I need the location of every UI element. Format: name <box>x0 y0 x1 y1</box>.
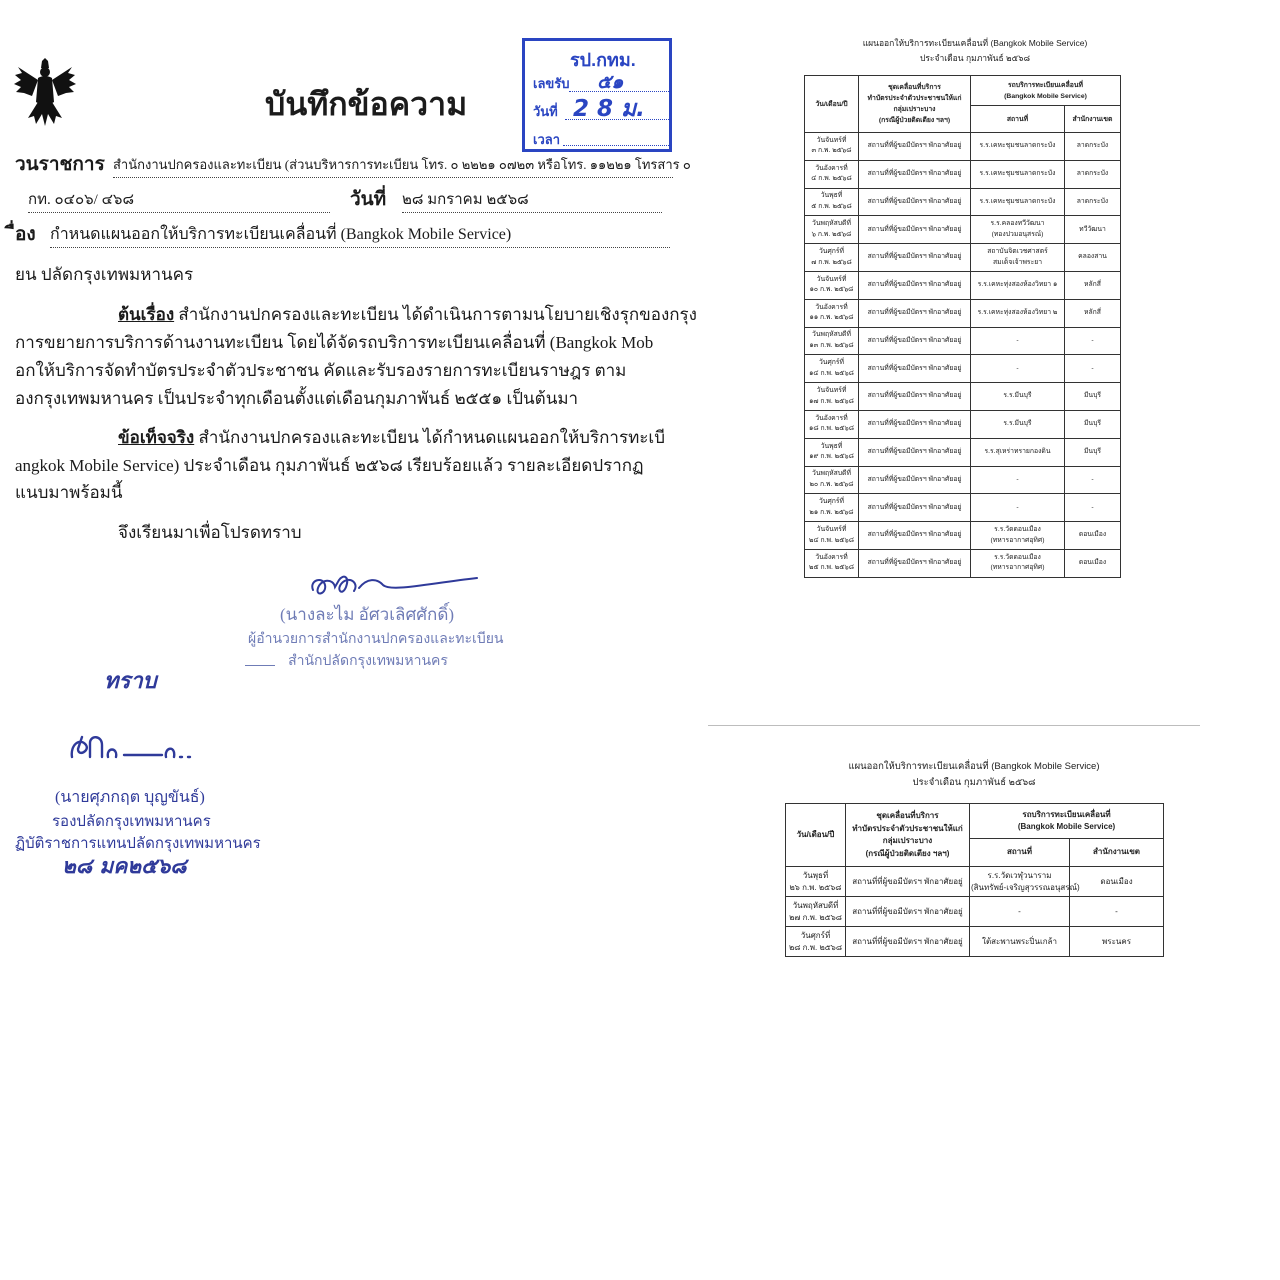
memo-document <box>0 0 697 900</box>
place-cell <box>971 271 1065 299</box>
date-value: ๒๔ ก.พ. ๒๕๖๘ <box>809 536 854 544</box>
mobile-unit-column-header <box>846 804 970 867</box>
page-divider <box>708 725 1200 726</box>
service-cell: สถานที่ที่ผู้ขอมีบัตรฯ พักอาศัยอยู่ <box>859 466 971 494</box>
district-cell: ลาดกระบัง <box>1065 133 1121 161</box>
place-cell <box>971 327 1065 355</box>
recipient-line: ยน ปลัดกรุงเทพมหานคร <box>15 265 194 284</box>
district-cell: - <box>1070 897 1164 927</box>
mobile-service-column-header <box>970 804 1164 839</box>
place-cell <box>970 927 1070 957</box>
place-cell <box>971 383 1065 411</box>
table-row <box>805 383 1121 411</box>
place-line: (ทองปวมอนุสรณ์) <box>991 230 1044 238</box>
date-column-header: วัน/เดือน/ปี <box>805 76 859 133</box>
table-row <box>805 244 1121 272</box>
date-value: ๑๔ ก.พ. ๒๕๖๘ <box>809 369 854 377</box>
district-column-header: สำนักงานเขต <box>1065 106 1121 133</box>
day-name: วันจันทร์ที่ <box>816 526 847 534</box>
table-row <box>805 438 1121 466</box>
date-cell <box>786 927 846 957</box>
place-cell <box>971 438 1065 466</box>
date-cell <box>805 188 859 216</box>
table-row <box>805 160 1121 188</box>
day-name: วันอังคารที่ <box>815 303 848 311</box>
place-cell <box>970 867 1080 897</box>
origin-heading: ต้นเรื่อง <box>118 305 175 324</box>
place-line: สมเด็จเจ้าพระยา <box>992 258 1043 266</box>
day-name: วันศุกร์ที่ <box>818 498 845 506</box>
place-cell <box>971 494 1065 522</box>
stamp-date-label: วันที่ <box>533 104 558 119</box>
schedule-table <box>804 75 1121 578</box>
district-cell: ดอนเมือง <box>1070 867 1164 897</box>
service-cell: สถานที่ที่ผู้ขอมีบัตรฯ พักอาศัยอยู่ <box>846 867 970 897</box>
place-cell <box>971 188 1065 216</box>
table-row <box>805 327 1121 355</box>
date-cell <box>805 410 859 438</box>
service-cell: สถานที่ที่ผู้ขอมีบัตรฯ พักอาศัยอยู่ <box>859 355 971 383</box>
service-cell: สถานที่ที่ผู้ขอมีบัตรฯ พักอาศัยอยู่ <box>859 327 971 355</box>
schedule-table <box>785 803 1164 957</box>
district-cell: - <box>1065 327 1121 355</box>
place-line: - <box>1016 475 1019 483</box>
district-column-header: สำนักงานเขต <box>1070 839 1164 867</box>
header-line: ทำบัตรประจำตัวประชาชนให้แก่ <box>852 823 963 833</box>
place-line: ร.ร.เคหะชุมชนลาดกระบัง <box>979 197 1056 205</box>
director-name: (นางละไม อัศวเลิศศักดิ์) <box>280 605 455 624</box>
date-value: ๒๖ ก.พ. ๒๕๖๘ <box>789 882 842 892</box>
table-row <box>805 299 1121 327</box>
date-cell <box>805 244 859 272</box>
day-name: วันพุธที่ <box>820 192 843 200</box>
place-line: ใต้สะพานพระปิ่นเกล้า <box>982 936 1057 946</box>
mobile-unit-column-header <box>859 76 971 133</box>
receipt-stamp <box>522 38 672 152</box>
schedule-title: แผนออกให้บริการทะเบียนเคลื่อนที่ (Bangkok Mobile Service) <box>862 38 1088 48</box>
acknowledged-note: ทราบ <box>104 669 157 694</box>
table-row <box>786 867 1164 897</box>
district-cell: คลองสาน <box>1065 244 1121 272</box>
origin-line: การขยายการบริการด้านงานทะเบียน โดยได้จัดรถบริการทะเบียนเคลื่อนที่ (Bangkok Mob <box>15 333 654 352</box>
district-cell: มีนบุรี <box>1065 383 1121 411</box>
district-cell: หลักสี่ <box>1065 299 1121 327</box>
facts-heading: ข้อเท็จจริง <box>118 428 195 447</box>
day-name: วันอังคารที่ <box>815 164 848 172</box>
date-cell <box>805 160 859 188</box>
date-value: ๒๑ ก.พ. ๒๕๖๘ <box>809 508 854 516</box>
date-cell <box>805 383 859 411</box>
service-cell: สถานที่ที่ผู้ขอมีบัตรฯ พักอาศัยอยู่ <box>859 271 971 299</box>
service-cell: สถานที่ที่ผู้ขอมีบัตรฯ พักอาศัยอยู่ <box>846 897 970 927</box>
place-line: (ทหารอากาศอุทิศ) <box>990 536 1045 544</box>
header-line: ชุดเคลื่อนที่บริการ <box>888 84 941 91</box>
deputy-signature <box>66 727 196 767</box>
day-name: วันพุธที่ <box>820 442 843 450</box>
mobile-service-column-header <box>971 76 1121 106</box>
table-row <box>805 133 1121 161</box>
header-line: ทำบัตรประจำตัวประชาชนให้แก่ <box>867 95 962 102</box>
header-line: รถบริการทะเบียนเคลื่อนที่ <box>1008 81 1083 89</box>
place-cell <box>971 466 1065 494</box>
table-row <box>805 549 1121 577</box>
memo-title: บันทึกข้อความ <box>265 86 468 122</box>
date-cell <box>805 522 859 550</box>
place-cell <box>971 522 1065 550</box>
place-line: ร.ร.มีนบุรี <box>1003 392 1032 400</box>
facts-line: แนบมาพร้อมนี้ <box>15 483 123 502</box>
day-name: วันอังคารที่ <box>815 553 848 561</box>
table-row <box>786 927 1164 957</box>
date-cell <box>805 133 859 161</box>
day-name: วันพฤหัสบดีที่ <box>812 470 851 478</box>
header-line: (กรณีผู้ป่วยติดเตียง ฯลฯ) <box>878 117 951 124</box>
table-row <box>786 897 1164 927</box>
service-cell: สถานที่ที่ผู้ขอมีบัตรฯ พักอาศัยอยู่ <box>859 188 971 216</box>
place-column-header: สถานที่ <box>971 106 1065 133</box>
place-cell <box>971 133 1065 161</box>
date-value: ๒๘ ก.พ. ๒๕๖๘ <box>788 942 843 952</box>
district-cell: - <box>1065 355 1121 383</box>
date-value: ๔ ก.พ. ๒๕๖๘ <box>811 175 852 183</box>
stamp-receive-label: เลขรับ <box>533 76 570 91</box>
header-line: ชุดเคลื่อนที่บริการ <box>876 811 939 820</box>
origin-line: อกให้บริการจัดทำบัตรประจำตัวประชาชน คัดและรับรองรายการทะเบียนราษฎร ตาม <box>15 361 627 380</box>
date-cell <box>805 549 859 577</box>
district-cell: พระนคร <box>1070 927 1164 957</box>
deputy-acting-line: ฏิบัติราชการแทนปลัดกรุงเทพมหานคร <box>15 836 261 852</box>
date-value: ๑๑ ก.พ. ๒๕๖๘ <box>809 314 854 322</box>
service-cell: สถานที่ที่ผู้ขอมีบัตรฯ พักอาศัยอยู่ <box>859 438 971 466</box>
deputy-name: (นายศุภกฤต บุญขันธ์) <box>55 789 205 806</box>
place-line: - <box>1016 364 1019 372</box>
place-line: สถาบันจิตเวชศาสตร์ <box>987 248 1048 256</box>
date-cell <box>805 438 859 466</box>
date-value: ๓ ก.พ. ๒๕๖๘ <box>811 147 852 155</box>
table-row <box>805 271 1121 299</box>
table-row <box>805 188 1121 216</box>
date-cell <box>805 216 859 244</box>
service-cell: สถานที่ที่ผู้ขอมีบัตรฯ พักอาศัยอยู่ <box>859 549 971 577</box>
place-line: ร.ร.สุเหร่าทรายกองดิน <box>984 447 1051 455</box>
table-row <box>805 410 1121 438</box>
date-cell <box>805 327 859 355</box>
garuda-emblem-icon <box>14 58 76 130</box>
place-cell <box>971 410 1065 438</box>
service-cell: สถานที่ที่ผู้ขอมีบัตรฯ พักอาศัยอยู่ <box>859 522 971 550</box>
place-cell <box>970 897 1070 927</box>
approval-date: ๒๘ มค๒๕๖๘ <box>62 854 187 878</box>
day-name: วันจันทร์ที่ <box>816 387 847 395</box>
date-cell <box>805 466 859 494</box>
closing-line: จึงเรียนมาเพื่อโปรดทราบ <box>118 523 302 542</box>
date-value: ๗ ก.พ. ๒๕๖๘ <box>811 258 852 266</box>
subject-label: ื่อง <box>15 224 36 245</box>
day-name: วันศุกร์ที่ <box>818 359 845 367</box>
director-position: ผู้อำนวยการสำนักงานปกครองและทะเบียน <box>248 632 504 647</box>
place-line: ร.ร.มีนบุรี <box>1003 420 1032 428</box>
header-line: (Bangkok Mobile Service) <box>1004 92 1087 100</box>
date-label: วันที่ <box>350 189 387 210</box>
origin-paragraph-first-line <box>118 301 697 329</box>
date-value: ๒๐ ก.พ. ๒๕๖๘ <box>809 480 854 488</box>
place-cell <box>971 355 1065 383</box>
place-cell <box>971 549 1065 577</box>
table-row <box>805 216 1121 244</box>
service-cell: สถานที่ที่ผู้ขอมีบัตรฯ พักอาศัยอยู่ <box>859 160 971 188</box>
facts-text: สำนักงานปกครองและทะเบียน ได้กำหนดแผนออกให้บริการทะเบี <box>194 428 666 447</box>
place-cell <box>971 244 1065 272</box>
header-line: (Bangkok Mobile Service) <box>1017 822 1116 831</box>
place-line: - <box>1018 906 1021 916</box>
place-line: - <box>1016 336 1019 344</box>
header-line: กลุ่มเปราะบาง <box>882 836 933 845</box>
day-name: วันพฤหัสบดีที่ <box>812 220 851 228</box>
stamp-time-line <box>563 145 669 146</box>
service-cell: สถานที่ที่ผู้ขอมีบัตรฯ พักอาศัยอยู่ <box>859 494 971 522</box>
day-name: วันจันทร์ที่ <box>816 136 847 144</box>
stamp-receive-number: ๕๑ <box>597 71 624 93</box>
place-cell <box>971 216 1065 244</box>
subject-value: กำหนดแผนออกให้บริการทะเบียนเคลื่อนที่ (Bangkok Mobile Service) <box>50 223 670 248</box>
service-cell: สถานที่ที่ผู้ขอมีบัตรฯ พักอาศัยอยู่ <box>859 216 971 244</box>
table-row <box>805 522 1121 550</box>
service-cell: สถานที่ที่ผู้ขอมีบัตรฯ พักอาศัยอยู่ <box>859 383 971 411</box>
day-name: วันอังคารที่ <box>815 414 848 422</box>
date-value: ๒๗ ก.พ. ๒๕๖๘ <box>789 912 842 922</box>
day-name: วันศุกร์ที่ <box>800 931 831 940</box>
table-header <box>805 76 1121 133</box>
table-row <box>805 494 1121 522</box>
place-line: (สินทรัพย์-เจริญสุวรรณอนุสรณ์) <box>971 882 1080 892</box>
schedule-subtitle: ประจำเดือน กุมภาพันธ์ ๒๕๖๘ <box>912 777 1036 788</box>
header-line: กลุ่มเปราะบาง <box>893 106 936 113</box>
place-line: ร.ร.เคหะชุมชนลาดกระบัง <box>979 169 1056 177</box>
service-cell: สถานที่ที่ผู้ขอมีบัตรฯ พักอาศัยอยู่ <box>859 244 971 272</box>
district-cell: ทวีวัฒนา <box>1065 216 1121 244</box>
service-cell: สถานที่ที่ผู้ขอมีบัตรฯ พักอาศัยอยู่ <box>859 410 971 438</box>
place-line: ร.ร.เคหะทุ่งสองห้องวิทยา ๒ <box>977 308 1058 316</box>
divider-dash <box>245 665 275 666</box>
date-value: ๑๗ ก.พ. ๒๕๖๘ <box>809 397 854 405</box>
district-cell: มีนบุรี <box>1065 438 1121 466</box>
memo-date: ๒๘ มกราคม ๒๕๖๘ <box>402 188 662 213</box>
date-cell <box>786 867 846 897</box>
place-line: ร.ร.คลองทวีวัฒนา <box>990 220 1045 228</box>
origin-text: สำนักงานปกครองและทะเบียน ได้ดำเนินการตามนโยบายเชิงรุกของกรุง <box>174 305 697 324</box>
service-cell: สถานที่ที่ผู้ขอมีบัตรฯ พักอาศัยอยู่ <box>846 927 970 957</box>
date-cell <box>805 494 859 522</box>
place-line: ร.ร.เคหะทุ่งสองห้องวิทยา ๑ <box>977 281 1058 289</box>
origin-line: องกรุงเทพมหานคร เป็นประจำทุกเดือนตั้งแต่เดือนกุมภาพันธ์ ๒๕๕๑ เป็นต้นมา <box>15 389 579 408</box>
place-line: (ทหารอากาศอุทิศ) <box>990 564 1045 572</box>
district-cell: ลาดกระบัง <box>1065 160 1121 188</box>
place-cell <box>971 299 1065 327</box>
district-cell: ดอนเมือง <box>1065 549 1121 577</box>
day-name: วันพุธที่ <box>802 871 829 880</box>
date-value: ๑๓ ก.พ. ๒๕๖๘ <box>809 341 854 349</box>
place-cell <box>971 160 1065 188</box>
day-name: วันพฤหัสบดีที่ <box>792 901 839 910</box>
day-name: วันจันทร์ที่ <box>816 275 847 283</box>
date-cell <box>805 355 859 383</box>
place-line: ร.ร.เคหะชุมชนลาดกระบัง <box>979 142 1056 150</box>
reference-number: กท. ๐๔๐๖/ ๔๖๘ <box>28 188 330 213</box>
facts-line: angkok Mobile Service) ประจำเดือน กุมภาพันธ์ ๒๕๖๘ เรียบร้อยแล้ว รายละเอียดปรากฏ <box>15 456 644 475</box>
agency-value: สำนักงานปกครองและทะเบียน (ส่วนบริหารการทะเบียน โทร. ๐ ๒๒๒๑ ๐๗๒๓ หรือโทร. ๑๑๒๒๑ โทรสาร ๐ <box>113 153 673 178</box>
header-line: (กรณีผู้ป่วยติดเตียง ฯลฯ) <box>865 848 950 858</box>
place-line: - <box>1016 503 1019 511</box>
header-line: รถบริการทะเบียนเคลื่อนที่ <box>1022 809 1111 819</box>
place-line: ร.ร.วัดเวฬุวนาราม <box>987 871 1052 880</box>
table-header <box>786 804 1164 867</box>
table-body <box>805 133 1121 578</box>
service-cell: สถานที่ที่ผู้ขอมีบัตรฯ พักอาศัยอยู่ <box>859 133 971 161</box>
header-row <box>805 76 1121 106</box>
agency-label: วนราชการ <box>15 154 105 175</box>
date-value: ๕ ก.พ. ๒๕๖๘ <box>811 202 852 210</box>
district-cell: หลักสี่ <box>1065 271 1121 299</box>
schedule-title: แผนออกให้บริการทะเบียนเคลื่อนที่ (Bangkok Mobile Service) <box>848 761 1100 772</box>
stamp-date-value: 2 8 ม. <box>573 96 645 122</box>
date-value: ๑๙ ก.พ. ๒๕๖๘ <box>809 453 854 461</box>
stamp-time-label: เวลา <box>533 132 561 147</box>
director-organization: สำนักปลัดกรุงเทพมหานคร <box>288 654 448 669</box>
place-line: ร.ร.วัดดอนเมือง <box>994 526 1041 534</box>
district-cell: ดอนเมือง <box>1065 522 1121 550</box>
district-cell: - <box>1065 494 1121 522</box>
stamp-org: รป.กทม. <box>570 50 636 70</box>
date-value: ๑๐ ก.พ. ๒๕๖๘ <box>809 286 854 294</box>
date-cell <box>786 897 846 927</box>
place-column-header: สถานที่ <box>970 839 1070 867</box>
date-value: ๒๕ ก.พ. ๒๕๖๘ <box>809 564 854 572</box>
service-cell: สถานที่ที่ผู้ขอมีบัตรฯ พักอาศัยอยู่ <box>859 299 971 327</box>
district-cell: - <box>1065 466 1121 494</box>
date-value: ๖ ก.พ. ๒๕๖๘ <box>811 230 852 238</box>
deputy-position: รองปลัดกรุงเทพมหานคร <box>52 814 211 830</box>
district-cell: ลาดกระบัง <box>1065 188 1121 216</box>
date-cell <box>805 299 859 327</box>
table-row <box>805 355 1121 383</box>
schedule-subtitle: ประจำเดือน กุมภาพันธ์ ๒๕๖๘ <box>919 53 1031 63</box>
date-cell <box>805 271 859 299</box>
table-row <box>805 466 1121 494</box>
header-row <box>786 804 1164 839</box>
facts-paragraph-first-line <box>118 424 665 452</box>
day-name: วันศุกร์ที่ <box>818 248 845 256</box>
table-body <box>786 867 1164 957</box>
date-value: ๑๘ ก.พ. ๒๕๖๘ <box>809 425 854 433</box>
place-line: ร.ร.วัดดอนเมือง <box>994 553 1041 561</box>
day-name: วันพฤหัสบดีที่ <box>812 331 851 339</box>
date-column-header: วัน/เดือน/ปี <box>786 804 846 867</box>
district-cell: มีนบุรี <box>1065 410 1121 438</box>
